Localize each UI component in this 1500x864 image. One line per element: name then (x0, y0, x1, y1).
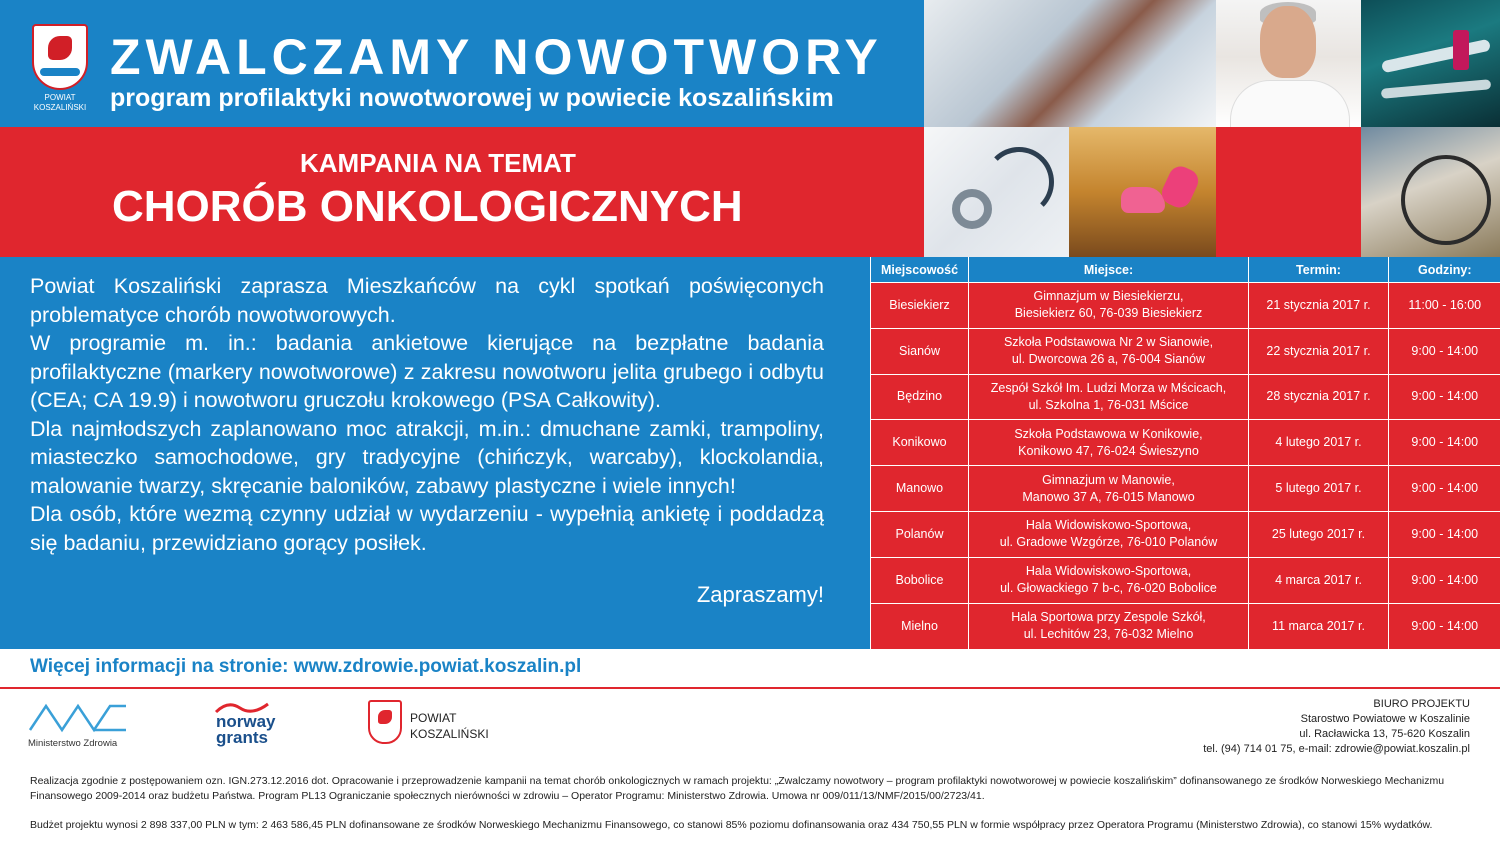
place-line2: ul. Głowackiego 7 b-c, 76-020 Bobolice (1000, 581, 1217, 596)
cell-town: Biesiekierz (871, 283, 969, 329)
place-line1: Hala Widowiskowo-Sportowa, (1025, 518, 1192, 533)
place-line1: Gimnazjum w Biesiekierzu, (1033, 289, 1184, 304)
cell-hours: 9:00 - 14:00 (1389, 511, 1500, 557)
page-title: ZWALCZAMY NOWOTWORY (110, 29, 883, 85)
powiat-logo (28, 24, 92, 116)
cell-hours: 9:00 - 14:00 (1389, 603, 1500, 649)
cell-town: Będzino (871, 374, 969, 420)
mz-logo-icon (28, 700, 128, 736)
blood-draw-photo (924, 0, 1216, 127)
cell-town: Konikowo (871, 420, 969, 466)
cell-date: 25 lutego 2017 r. (1249, 511, 1389, 557)
office-line: Starostwo Powiatowe w Koszalinie (1300, 713, 1470, 725)
running-shoes-photo (1069, 127, 1216, 257)
campaign-line1: KAMPANIA NA TEMAT (300, 148, 576, 178)
divider (0, 687, 1500, 689)
table-row (871, 511, 1500, 557)
place-line1: Szkoła Podstawowa w Konikowie, (1014, 426, 1203, 441)
logo-text-line1: POWIAT (44, 93, 76, 102)
coat-of-arms-icon (368, 700, 402, 744)
cell-hours: 9:00 - 14:00 (1389, 374, 1500, 420)
cell-date: 4 marca 2017 r. (1249, 557, 1389, 603)
place-line1: Gimnazjum w Manowie, (1042, 472, 1175, 487)
table-row (871, 328, 1500, 374)
table-row (871, 466, 1500, 512)
cell-place (969, 374, 1249, 420)
schedule-table (870, 257, 1500, 649)
place-line2: ul. Dworcowa 26 a, 76-004 Sianów (1011, 352, 1206, 367)
page-subtitle: program profilaktyki nowotworowej w powiecie koszalińskim (110, 84, 834, 112)
powiat-koszalinski-footer-logo (368, 700, 508, 750)
cell-date: 5 lutego 2017 r. (1249, 466, 1389, 512)
cell-hours: 9:00 - 14:00 (1389, 557, 1500, 603)
cell-hours: 9:00 - 14:00 (1389, 420, 1500, 466)
body-paragraph: W programie m. in.: badania ankietowe kierujące na bezpłatne badania profilaktyczne (markery nowotworowe) z zakresu nowotworu jelita grubego i odbytu (CEA; CA 19.9) i nowotworu gruczołu krokowego (PSA Całkowity). (30, 331, 824, 412)
cell-place (969, 511, 1249, 557)
campaign-line2: CHORÓB ONKOLOGICZNYCH (112, 182, 743, 231)
cell-date: 28 stycznia 2017 r. (1249, 374, 1389, 420)
place-line1: Hala Widowiskowo-Sportowa, (1025, 564, 1192, 579)
cell-town: Manowo (871, 466, 969, 512)
bicycle-photo (1361, 127, 1500, 257)
ng-line2: grants (216, 728, 268, 747)
cell-town: Sianów (871, 328, 969, 374)
place-line2: Konikowo 47, 76-024 Świeszyno (1018, 443, 1199, 458)
place-line2: ul. Szkolna 1, 76-031 Mścice (1028, 397, 1189, 412)
logo-text-line2: KOSZALIŃSKI (33, 103, 87, 112)
place-line1: Zespół Szkół Im. Ludzi Morza w Mścicach, (990, 380, 1227, 395)
cell-date: 21 stycznia 2017 r. (1249, 283, 1389, 329)
place-line2: Manowo 37 A, 76-015 Manowo (1022, 489, 1195, 504)
table-row (871, 420, 1500, 466)
cell-town: Mielno (871, 603, 969, 649)
body-paragraph: Dla najmłodszych zaplanowano moc atrakcji, m.in.: dmuchane zamki, trampoliny, miasteczko samochodowe, gry tradycyjne (chińczyk, warcaby), klockolandia, malowanie twarzy, skręcanie baloników, zabawy plastyczne i wiele innych! (30, 416, 824, 498)
schedule-table-container (870, 257, 1500, 649)
pk-line2: KOSZALIŃSKI (410, 727, 489, 741)
ng-line1: norway (216, 712, 276, 731)
place-line2: ul. Lechitów 23, 76-032 Mielno (1023, 627, 1194, 642)
pk-line1: POWIAT (410, 711, 457, 725)
cell-town: Bobolice (871, 557, 969, 603)
place-line1: Hala Sportowa przy Zespole Szkół, (1011, 610, 1206, 625)
cell-place (969, 603, 1249, 649)
office-line: tel. (94) 714 01 75, e-mail: zdrowie@powiat.koszalin.pl (1203, 743, 1470, 755)
fine-print-1: Realizacja zgodnie z postępowaniem ozn. IGN.273.12.2016 dot. Opracowanie i przeprowadzenie kampanii na temat chorób onkologicznych w ramach projektu: „Zwalczamy nowotwory – program profilaktyki nowotworowej w powiecie koszalińskim” dofinansowanego ze środków Norweskiego Mechanizmu Finansowego 2009-2014 oraz budżetu Państwa. Program PL13 Ograniczanie społecznych nierówności w zdrowiu – Operator Programu: Ministerstwo Zdrowia. Umowa nr 009/011/13/NMF/2015/00/2723/41. (30, 775, 1445, 802)
project-office (1203, 697, 1470, 757)
cell-hours: 11:00 - 16:00 (1389, 283, 1500, 329)
cell-date: 4 lutego 2017 r. (1249, 420, 1389, 466)
office-line: ul. Racławicka 13, 75-620 Koszalin (1299, 728, 1470, 740)
cell-town: Polanów (871, 511, 969, 557)
website-link[interactable]: Więcej informacji na stronie: www.zdrowie.powiat.koszalin.pl (30, 656, 582, 677)
fine-print-2: Budżet projektu wynosi 2 898 337,00 PLN w tym: 2 463 586,45 PLN dofinansowane ze środków Norweskiego Mechanizmu Finansowego, co stanowi 85% poziomu dofinansowania oraz 434 750,55 PLN w formie współpracy przez Operatora Programu (Ministerstwo Zdrowia), co stanowi 15% wydatków. (30, 819, 1433, 831)
place-line2: ul. Gradowe Wzgórze, 76-010 Polanów (999, 535, 1218, 550)
office-line: BIURO PROJEKTU (1373, 698, 1470, 710)
table-row (871, 283, 1500, 329)
header-date: Termin: (1249, 257, 1389, 283)
table-row (871, 374, 1500, 420)
place-line1: Szkoła Podstawowa Nr 2 w Sianowie, (1003, 335, 1214, 350)
red-tile (1216, 127, 1361, 257)
stethoscope-photo (924, 127, 1069, 257)
cell-place (969, 283, 1249, 329)
header-town: Miejscowość (871, 257, 969, 283)
cell-date: 11 marca 2017 r. (1249, 603, 1389, 649)
cell-place (969, 557, 1249, 603)
table-row (871, 603, 1500, 649)
invite-text: Zapraszamy! (696, 582, 824, 607)
body-paragraph: Powiat Koszaliński zaprasza Mieszkańców na cykl spotkań poświęconych problematyce chorób nowotworowych. (30, 274, 824, 327)
norway-grants-logo (212, 700, 302, 750)
griffin-coat-of-arms-icon (32, 24, 88, 90)
place-line2: Biesiekierz 60, 76-039 Biesiekierz (1014, 306, 1203, 321)
header-place: Miejsce: (969, 257, 1249, 283)
cell-date: 22 stycznia 2017 r. (1249, 328, 1389, 374)
table-header-row (871, 257, 1500, 283)
header-hours: Godziny: (1389, 257, 1500, 283)
body-text (30, 272, 824, 557)
cell-hours: 9:00 - 14:00 (1389, 328, 1500, 374)
cell-place (969, 328, 1249, 374)
body-paragraph: Dla osób, które wezmą czynny udział w wydarzeniu - wypełnią ankietę i poddadzą się badaniu, przewidziano gorący posiłek. (30, 502, 824, 555)
cell-place (969, 466, 1249, 512)
mz-caption: Ministerstwo Zdrowia (28, 738, 118, 749)
table-row (871, 557, 1500, 603)
ministerstwo-zdrowia-logo (28, 700, 138, 752)
cell-place (969, 420, 1249, 466)
test-tubes-photo (1361, 0, 1500, 127)
doctor-photo (1216, 0, 1361, 127)
cell-hours: 9:00 - 14:00 (1389, 466, 1500, 512)
